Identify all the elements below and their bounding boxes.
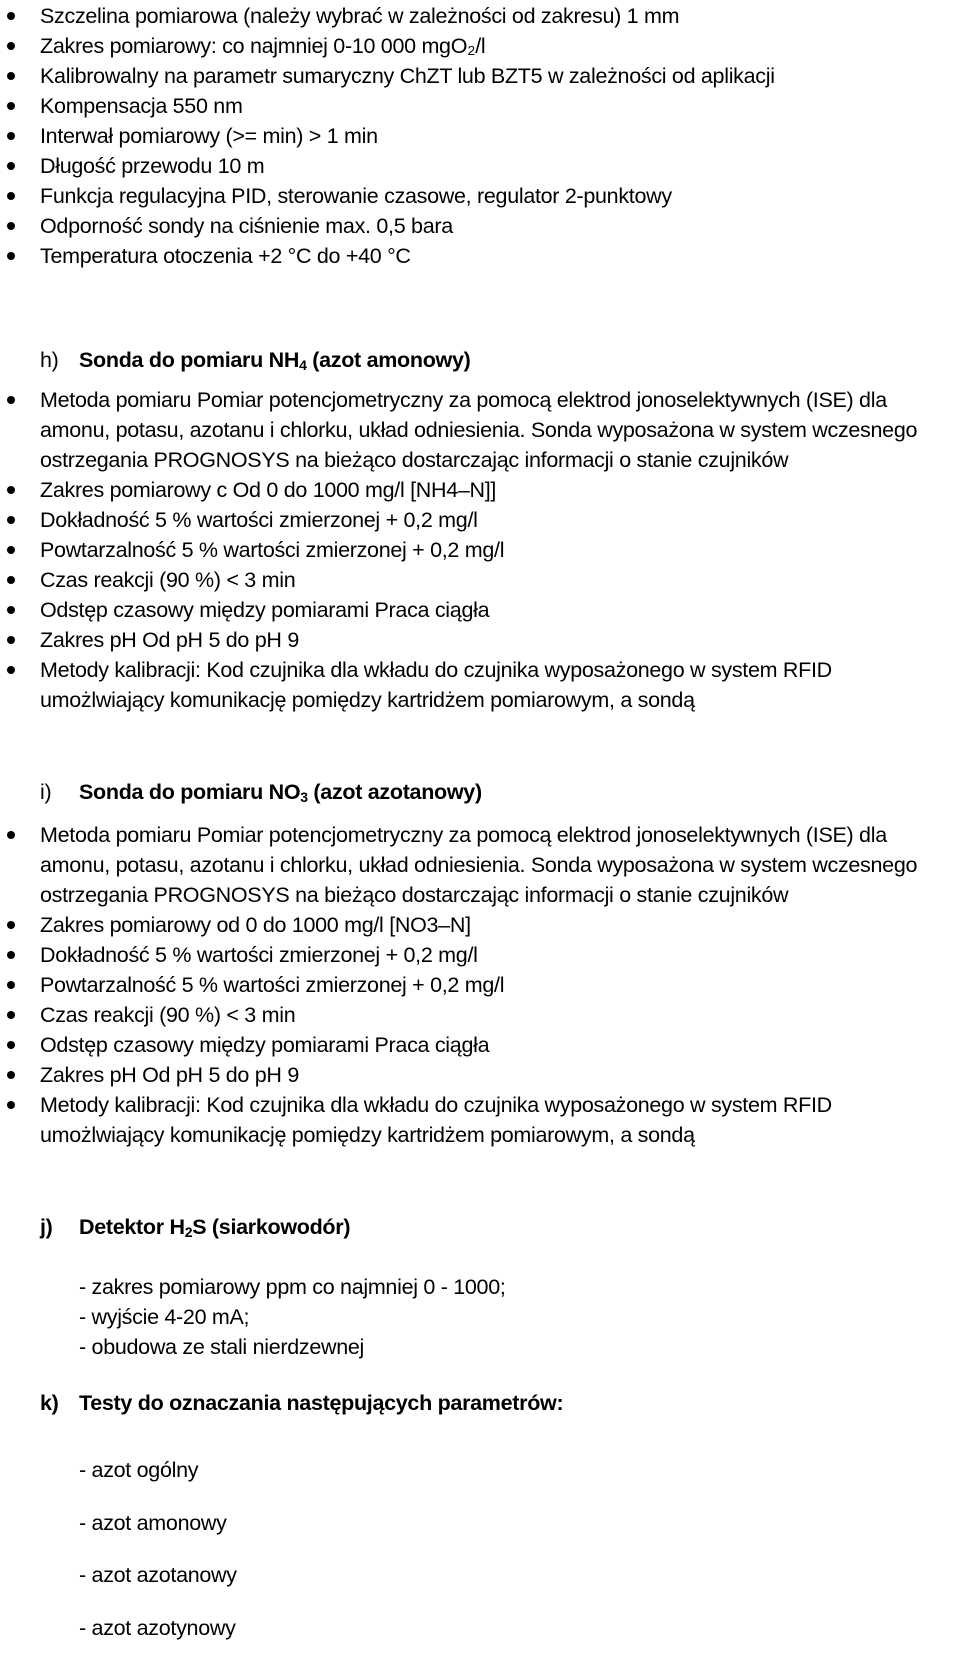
list-item-line: amonu, potasu, azotanu i chlorku, układ odniesienia. Sonda wyposażona w system wczesnego <box>40 850 917 880</box>
section-title-subscript: 2 <box>185 1224 193 1240</box>
section-title-subscript: 4 <box>299 357 307 373</box>
list-item: - azot azotynowy <box>79 1602 237 1654</box>
list-item-text: Dokładność 5 % wartości zmierzonej + 0,2 mg/l <box>40 508 478 532</box>
list-item: - wyjście 4-20 mA; <box>79 1302 506 1332</box>
list-item <box>0 241 775 271</box>
section-title: Detektor H <box>79 1215 185 1239</box>
section-letter: j) <box>40 1212 79 1242</box>
section-title: Testy do oznaczania następujących parametrów: <box>79 1391 563 1415</box>
list-item-line: Metoda pomiaru Pomiar potencjometryczny za pomocą elektrod jonoselektywnych (ISE) dla <box>40 385 917 415</box>
section-title-suffix: (azot azotanowy) <box>308 780 482 804</box>
list-item: - azot ogólny <box>79 1444 237 1497</box>
list-item <box>0 1060 917 1090</box>
list-item-text: Powtarzalność 5 % wartości zmierzonej + 0,2 mg/l <box>40 538 504 562</box>
list-item <box>0 505 917 535</box>
list-item-text: Zakres pomiarowy c Od 0 do 1000 mg/l [NH4–N]] <box>40 478 496 502</box>
list-item-text: Długość przewodu 10 m <box>40 154 264 178</box>
dash-list-j <box>79 1272 506 1362</box>
list-item <box>0 655 917 715</box>
list-item <box>0 625 917 655</box>
list-item-text: Czas reakcji (90 %) < 3 min <box>40 1003 295 1027</box>
list-item-line: Metoda pomiaru Pomiar potencjometryczny za pomocą elektrod jonoselektywnych (ISE) dla <box>40 820 917 850</box>
list-item <box>0 211 775 241</box>
list-item-line: amonu, potasu, azotanu i chlorku, układ odniesienia. Sonda wyposażona w system wczesnego <box>40 415 917 445</box>
section-title-subscript: 3 <box>300 789 308 805</box>
list-item-text: Odstęp czasowy między pomiarami Praca ciągła <box>40 1033 489 1057</box>
list-item <box>0 820 917 910</box>
list-item-text: Czas reakcji (90 %) < 3 min <box>40 568 295 592</box>
list-item <box>0 535 917 565</box>
list-item <box>0 121 775 151</box>
list-item-text: Funkcja regulacyjna PID, sterowanie czasowe, regulator 2-punktowy <box>40 184 672 208</box>
section-letter: h) <box>40 345 79 375</box>
list-item <box>0 61 775 91</box>
list-item <box>0 940 917 970</box>
list-item-line: Metody kalibracji: Kod czujnika dla wkładu do czujnika wyposażonego w system RFID <box>40 655 917 685</box>
list-item-text: Zakres pomiarowy: co najmniej 0-10 000 mgO₂/l <box>40 34 485 58</box>
section-title-suffix: (azot amonowy) <box>307 348 471 372</box>
list-item <box>0 385 917 475</box>
list-item <box>0 181 775 211</box>
list-item <box>0 151 775 181</box>
list-item <box>0 475 917 505</box>
list-item: - azot amonowy <box>79 1497 237 1550</box>
list-item <box>0 910 917 940</box>
list-item-text: Zakres pomiarowy od 0 do 1000 mg/l [NO3–N] <box>40 913 471 937</box>
section-letter: i) <box>40 777 79 807</box>
list-item <box>0 970 917 1000</box>
spec-list-h <box>0 385 917 715</box>
list-item-line: umożlwiający komunikację pomiędzy kartridżem pomiarowym, a sondą <box>40 685 917 715</box>
list-item-text: Zakres pH Od pH 5 do pH 9 <box>40 628 299 652</box>
list-item-text: Odporność sondy na ciśnienie max. 0,5 bara <box>40 214 453 238</box>
list-item <box>0 91 775 121</box>
section-title: Sonda do pomiaru NH <box>79 348 299 372</box>
section-heading-i <box>40 777 482 807</box>
list-item-text: Odstęp czasowy między pomiarami Praca ciągła <box>40 598 489 622</box>
list-item-text: Kompensacja 550 nm <box>40 94 243 118</box>
list-item-line: ostrzegania PROGNOSYS na bieżąco dostarczając informacji o stanie czujników <box>40 445 917 475</box>
list-item: - azot azotanowy <box>79 1549 237 1602</box>
spec-list-i <box>0 820 917 1150</box>
list-item-line: umożlwiający komunikację pomiędzy kartridżem pomiarowym, a sondą <box>40 1120 917 1150</box>
list-item: - zakres pomiarowy ppm co najmniej 0 - 1000; <box>79 1272 506 1302</box>
list-item <box>0 1030 917 1060</box>
section-title-suffix: S (siarkowodór) <box>192 1215 350 1239</box>
section-letter: k) <box>40 1388 79 1418</box>
section-heading-j <box>40 1212 350 1242</box>
list-item <box>0 595 917 625</box>
list-item <box>0 1090 917 1150</box>
section-heading-k <box>40 1388 563 1418</box>
list-item-text: Interwał pomiarowy (>= min) > 1 min <box>40 124 378 148</box>
dash-list-k <box>79 1444 237 1654</box>
list-item-text: Kalibrowalny na parametr sumaryczny ChZT lub BZT5 w zależności od aplikacji <box>40 64 775 88</box>
list-item-text: Szczelina pomiarowa (należy wybrać w zależności od zakresu) 1 mm <box>40 4 679 28</box>
list-item: - obudowa ze stali nierdzewnej <box>79 1332 506 1362</box>
spec-list-top <box>0 1 775 271</box>
list-item-text: Powtarzalność 5 % wartości zmierzonej + 0,2 mg/l <box>40 973 504 997</box>
list-item-line: Metody kalibracji: Kod czujnika dla wkładu do czujnika wyposażonego w system RFID <box>40 1090 917 1120</box>
section-title: Sonda do pomiaru NO <box>79 780 300 804</box>
list-item <box>0 1000 917 1030</box>
list-item-line: ostrzegania PROGNOSYS na bieżąco dostarczając informacji o stanie czujników <box>40 880 917 910</box>
section-heading-h <box>40 345 470 375</box>
list-item <box>0 565 917 595</box>
list-item-text: Zakres pH Od pH 5 do pH 9 <box>40 1063 299 1087</box>
list-item-text: Temperatura otoczenia +2 °C do +40 °C <box>40 244 411 268</box>
list-item-text: Dokładność 5 % wartości zmierzonej + 0,2 mg/l <box>40 943 478 967</box>
list-item <box>0 31 775 61</box>
list-item <box>0 1 775 31</box>
